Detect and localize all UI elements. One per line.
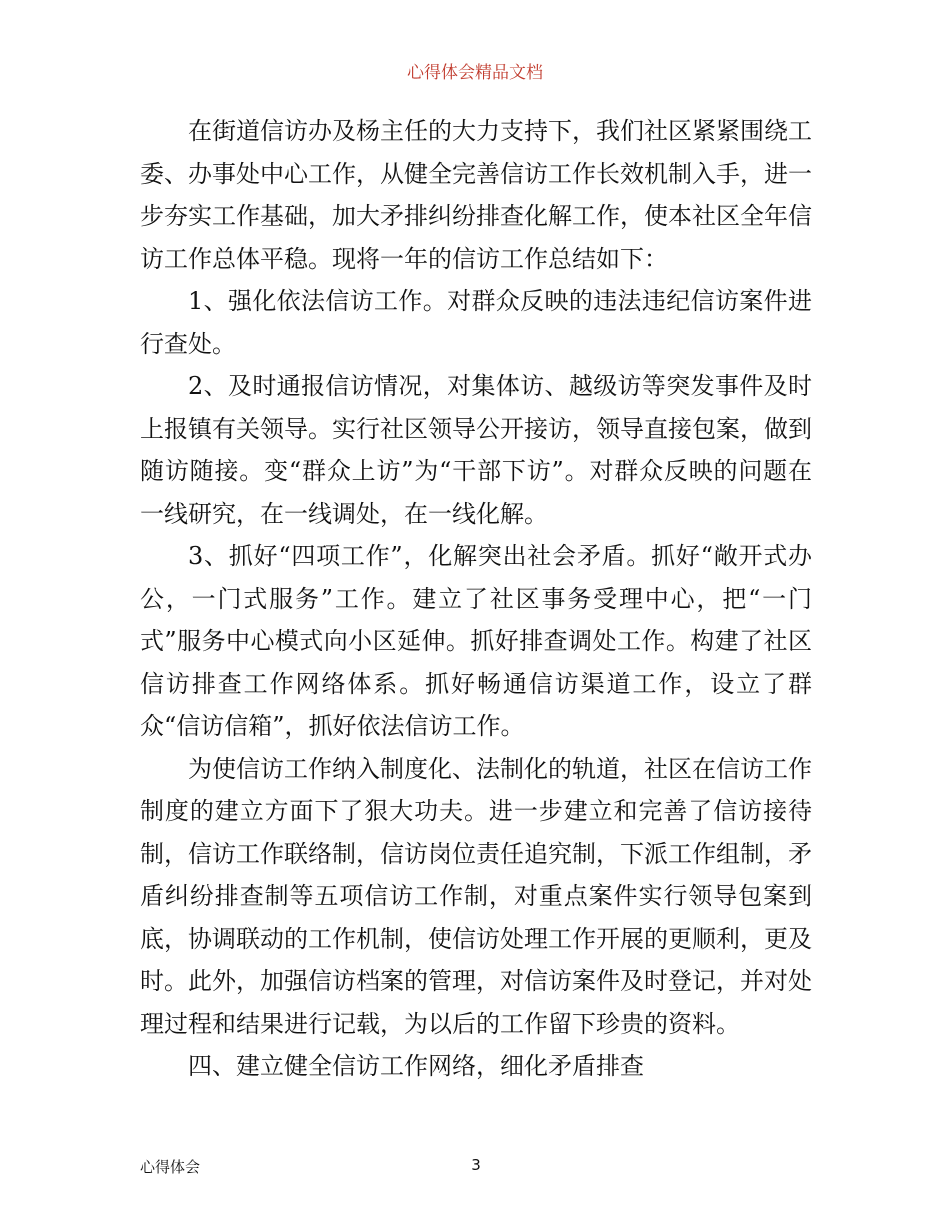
paragraph-system: 为使信访工作纳入制度化、法制化的轨道，社区在信访工作制度的建立方面下了狠大功夫。进一步建立和完善了信访接待制，信访工作联络制，信访岗位责任追究制，下派工作组制，矛盾纠纷排查制等五项信访工作制，对重点案件实行领导包案到底，协调联动的工作机制，使信访处理工作开展的更顺利，更及时。此外，加强信访档案的管理，对信访案件及时登记，并对处理过程和结果进行记载，为以后的工作留下珍贵的资料。 xyxy=(140,754,812,1038)
paragraph-item-2: 2、及时通报信访情况，对集体访、越级访等突发事件及时上报镇有关领导。实行社区领导公开接访，领导直接包案，做到随访随接。变“群众上访”为“干部下访”。对群众反映的问题在一线研究，在一线调处，在一线化解。 xyxy=(140,372,812,528)
footer-label: 心得体会 xyxy=(140,1158,201,1176)
paragraph-item-1: 1、强化依法信访工作。对群众反映的违法违纪信访案件进行查处。 xyxy=(140,287,812,358)
page-header-title: 心得体会精品文档 xyxy=(407,63,543,83)
document-body xyxy=(140,110,812,1088)
paragraph-intro: 在街道信访办及杨主任的大力支持下，我们社区紧紧围绕工委、办事处中心工作，从健全完善信访工作长效机制入手，进一步夯实工作基础，加大矛排纠纷排查化解工作，使本社区全年信访工作总体平稳。现将一年的信访工作总结如下： xyxy=(140,117,812,273)
paragraph-section-4-heading: 四、建立健全信访工作网络，细化矛盾排查 xyxy=(188,1052,644,1080)
page-number: 3 xyxy=(471,1156,481,1174)
paragraph-item-3: 3、抓好“四项工作”，化解突出社会矛盾。抓好“敞开式办公，一门式服务”工作。建立了社区事务受理中心，把“一门式”服务中心模式向小区延伸。抓好排查调处工作。构建了社区信访排查工作网络体系。抓好畅通信访渠道工作，设立了群众“信访信箱”，抓好依法信访工作。 xyxy=(140,542,812,740)
